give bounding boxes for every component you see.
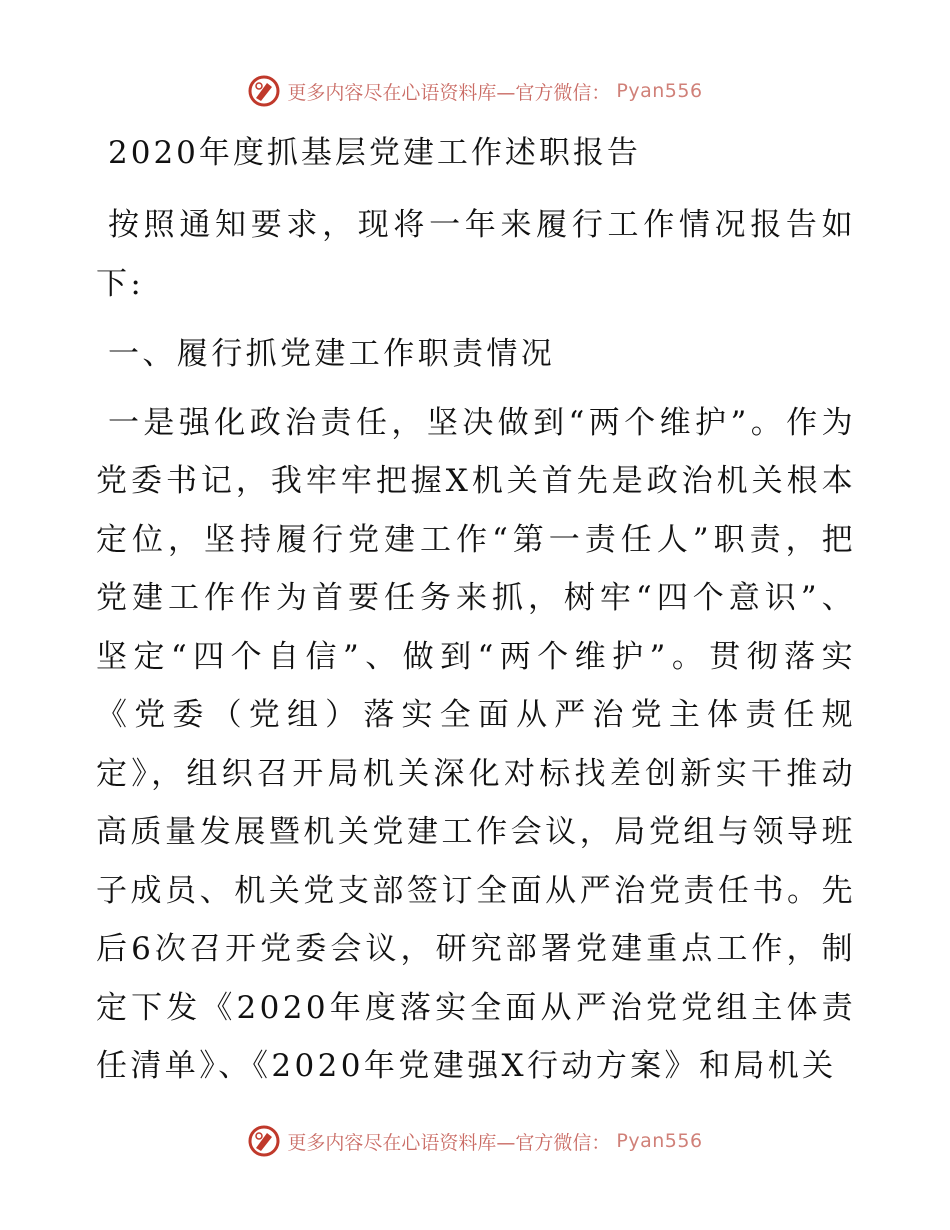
watermark-footer: [0, 1124, 950, 1158]
brand-logo-icon: [247, 1124, 281, 1158]
watermark-wechat-id: Pyan556: [616, 80, 703, 102]
watermark-wechat-id: Pyan556: [616, 1130, 703, 1152]
section-heading: 一、履行抓党建工作职责情况: [108, 336, 556, 372]
document-title: 2020年度抓基层党建工作述职报告: [108, 135, 641, 171]
body-paragraph: 一是强化政治责任，坚决做到“两个维护”。作为党委书记，我牢牢把握X机关首先是政治机关根本定位，坚持履行党建工作“第一责任人”职责，把党建工作作为首要任务来抓，树牢“四个意识”、坚定“四个自信”、做到“两个维护”。贯彻落实《党委（党组）落实全面从严治党主体责任规定》，组织召开局机关深化对标找差创新实干推动高质量发展暨机关党建工作会议，局党组与领导班子成员、机关党支部签订全面从严治党责任书。先后6次召开党委会议，研究部署党建重点工作，制定下发《2020年度落实全面从严治党党组主体责任清单》、《2020年党建强X行动方案》和局机关: [96, 404, 856, 1084]
watermark-text: 更多内容尽在心语资料库—官方微信：: [287, 81, 611, 104]
document-body: [96, 118, 856, 1108]
watermark-text: 更多内容尽在心语资料库—官方微信：: [287, 1131, 611, 1154]
brand-logo-icon: [247, 74, 281, 108]
intro-paragraph: 按照通知要求，现将一年来履行工作情况报告如下:: [96, 207, 856, 302]
watermark-header: [0, 74, 950, 108]
